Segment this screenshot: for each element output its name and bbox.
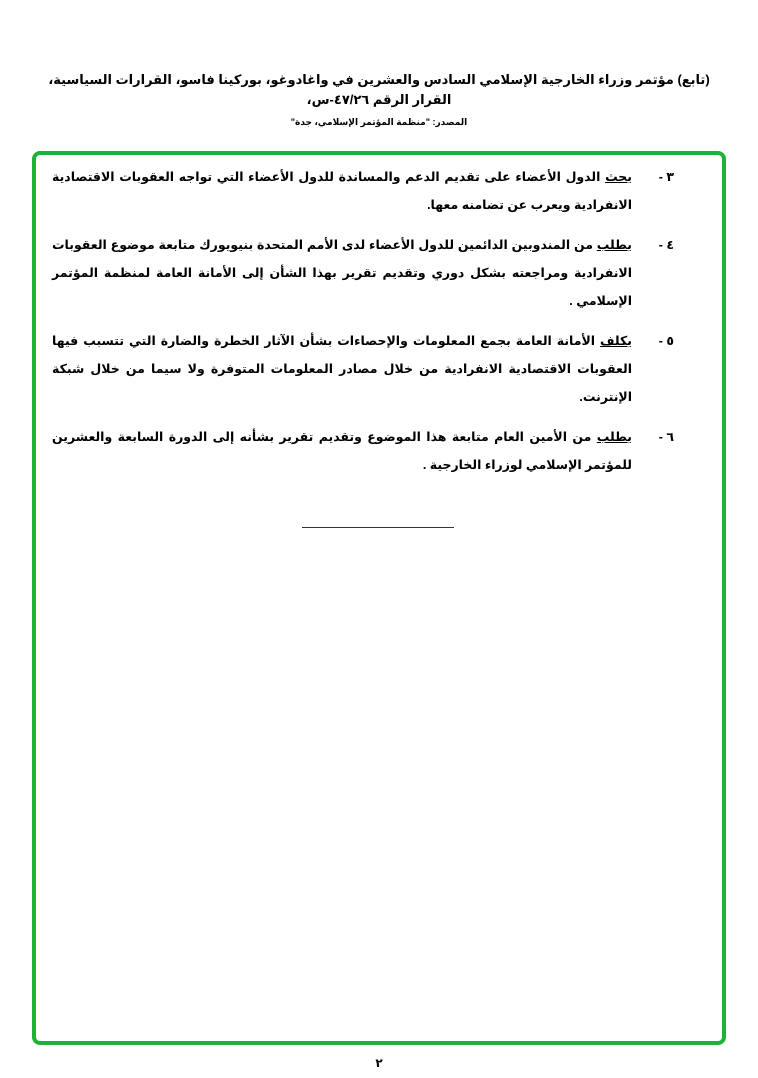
clause-verb: يحث [605, 170, 632, 184]
resolution-clause-4 [52, 231, 674, 315]
clause-text: من المندوبين الدائمين للدول الأعضاء لدى الأمم المتحدة بنيويورك متابعة موضوع العقوبات الانفرادية ومراجعته بشكل دوري وتقديم تقرير بهذا الشأن إلى الأمانة العامة لمنظمة المؤتمر الإسلامي . [52, 238, 632, 308]
page-number: ٢ [375, 1056, 383, 1070]
clause-verb: يطلب [596, 238, 632, 252]
clause-text: الدول الأعضاء على تقديم الدعم والمساندة للدول الأعضاء التي تواجه العقوبات الاقتصادية الانفرادية ويعرب عن تضامنه معها. [52, 170, 632, 212]
clause-text: الأمانة العامة بجمع المعلومات والإحصاءات بشأن الآثار الخطرة والضارة التي تتسبب فيها العقوبات الاقتصادية الانفرادية من خلال مصادر المعلومات المتوفرة ولا سيما من خلال شبكة الإنترنت. [52, 334, 632, 404]
document-source-line: المصدر: "منظمة المؤتمر الإسلامي، جدة" [290, 117, 468, 127]
clause-body [52, 231, 632, 315]
clause-number: ٥ - [658, 334, 674, 348]
green-content-frame [32, 151, 726, 1045]
resolution-clause-5 [52, 327, 674, 411]
clause-text: من الأمين العام متابعة هذا الموضوع وتقديم تقرير بشأنه إلى الدورة السابعة والعشرين للمؤتمر الإسلامي لوزراء الخارجية . [52, 430, 632, 472]
clause-verb: يطلب [596, 430, 632, 444]
document-header-title: (تابع) مؤتمر وزراء الخارجية الإسلامي السادس والعشرين في واغادوغو، بوركينا فاسو، القرارات السياسية، القرار الرقم ٤٧/٢٦-س، [48, 72, 710, 107]
resolution-clauses [52, 163, 674, 479]
resolution-clause-3 [52, 163, 674, 219]
clause-body [52, 327, 632, 411]
clause-number: ٦ - [658, 430, 674, 444]
clause-body [52, 423, 632, 479]
clause-verb: يكلف [600, 334, 632, 348]
clause-body [52, 163, 632, 219]
resolution-clause-6 [52, 423, 674, 479]
clause-number: ٤ - [658, 238, 674, 252]
end-separator-rule [302, 527, 454, 528]
clause-number: ٣ - [658, 170, 674, 184]
